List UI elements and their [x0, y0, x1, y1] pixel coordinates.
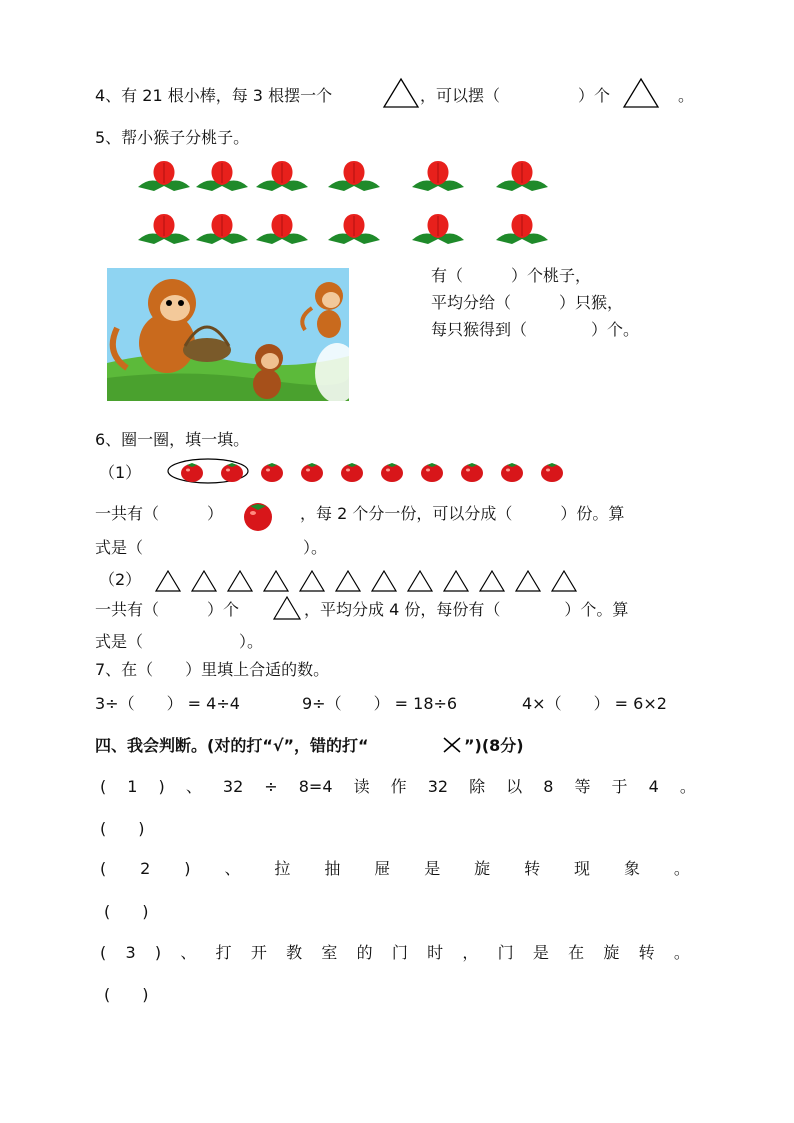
judgment-token: 的	[356, 943, 373, 962]
judgment-token: 打	[215, 943, 232, 962]
triangle-icon	[622, 77, 660, 109]
judgment-token: 开	[250, 943, 267, 962]
tomato-icon	[460, 461, 484, 483]
judgment-token: 读	[353, 777, 370, 796]
peach-icon	[410, 210, 466, 246]
q6-p1-line-a: 一共有（ ）	[95, 504, 224, 523]
q4-prefix: 4、有 21 根小棒，每 3 根摆一个	[95, 86, 333, 105]
q4-paren-close: ）个	[578, 86, 611, 105]
q7-eq1: 3÷（ ） = 4÷4	[95, 694, 240, 713]
judgment-token: (	[100, 943, 107, 962]
judgment-token: 除	[469, 777, 486, 796]
triangle-icon	[514, 569, 542, 593]
tomato-icon	[380, 461, 404, 483]
judgment-token: 转	[638, 943, 655, 962]
q7-title: 7、在（ ）里填上合适的数。	[95, 660, 330, 679]
triangle-icon	[154, 569, 182, 593]
cross-mark-icon	[441, 735, 463, 755]
q6-p2-formula: 式是（ ）。	[95, 632, 264, 651]
judgment-token: 象	[623, 859, 640, 878]
q6-p1-label: （1）	[99, 463, 142, 482]
judgment-token: )	[154, 943, 162, 962]
q6-p2-label: （2）	[99, 570, 142, 589]
judgment-token: 32	[427, 777, 449, 796]
tomato-icon	[180, 461, 204, 483]
q6-p1-line-b: ，每 2 个分一份，可以分成（ ）份。算	[300, 504, 625, 523]
judgment-token: 现	[574, 859, 591, 878]
judgment-token: 8	[543, 777, 554, 796]
judgment-token: (	[100, 859, 107, 878]
peach-icon	[194, 157, 250, 193]
q6-title: 6、圈一圈，填一填。	[95, 430, 250, 449]
judgment-token: 8=4	[298, 777, 333, 796]
triangle-icon	[226, 569, 254, 593]
q5-line2: 平均分给（ ）只猴，	[431, 293, 624, 312]
judgment-token: 是	[532, 943, 549, 962]
q5-title: 5、帮小猴子分桃子。	[95, 128, 250, 147]
triangle-icon	[190, 569, 218, 593]
judgment-token: 转	[524, 859, 541, 878]
judgment-3-answer: ( )	[104, 985, 149, 1004]
judgment-token: 门	[497, 943, 514, 962]
judgment-3	[100, 945, 690, 961]
judgment-token: 、	[180, 943, 197, 962]
monkey-scene-image	[107, 268, 349, 401]
q4-end: 。	[678, 86, 695, 105]
tomato-icon	[500, 461, 524, 483]
peach-icon	[136, 210, 192, 246]
judgment-token: 3	[125, 943, 136, 962]
tomato-icon	[240, 498, 276, 532]
q4-middle: ，可以摆（	[420, 86, 501, 105]
judgment-token: (	[100, 777, 107, 796]
judgment-2	[100, 861, 690, 877]
judgment-token: 32	[222, 777, 244, 796]
triangle-icon	[272, 595, 302, 621]
judgment-token: 。	[679, 777, 696, 796]
triangle-icon	[370, 569, 398, 593]
judgment-token: 2	[140, 859, 151, 878]
judgment-token: 旋	[474, 859, 491, 878]
triangle-icon	[442, 569, 470, 593]
tomato-icon	[540, 461, 564, 483]
tomato-icon	[260, 461, 284, 483]
peach-icon	[410, 157, 466, 193]
judgment-1-answer: ( )	[100, 819, 145, 838]
judgment-1	[100, 779, 696, 795]
peach-icon	[326, 210, 382, 246]
peach-icon	[136, 157, 192, 193]
triangle-icon	[406, 569, 434, 593]
judgment-token: 是	[424, 859, 441, 878]
peach-icon	[254, 210, 310, 246]
q7-eq2: 9÷（ ） = 18÷6	[302, 694, 458, 713]
judgment-token: )	[158, 777, 165, 796]
judgment-token: 教	[286, 943, 303, 962]
q5-line1: 有（ ）个桃子，	[431, 266, 592, 285]
triangle-icon	[382, 77, 420, 109]
peach-icon	[194, 210, 250, 246]
section4-title: 四、我会判断。(对的打“√”，错的打“	[95, 736, 369, 755]
judgment-2-answer: ( )	[104, 902, 149, 921]
judgment-token: 拉	[274, 859, 291, 878]
judgment-token: 、	[224, 859, 241, 878]
judgment-token: 于	[611, 777, 628, 796]
judgment-token: 时	[427, 943, 444, 962]
section4-title-end: ”)(8分)	[464, 736, 524, 755]
judgment-token: 在	[568, 943, 585, 962]
judgment-token: ，	[462, 943, 479, 962]
judgment-token: 。	[673, 859, 690, 878]
tomato-icon	[340, 461, 364, 483]
triangle-icon	[262, 569, 290, 593]
tomato-icon	[300, 461, 324, 483]
judgment-token: 室	[321, 943, 338, 962]
triangle-icon	[334, 569, 362, 593]
judgment-token: )	[184, 859, 191, 878]
q6-p2-line-b: ，平均分成 4 份，每份有（ ）个。算	[304, 600, 629, 619]
tomato-icon	[220, 461, 244, 483]
judgment-token: 4	[648, 777, 659, 796]
q5-line3: 每只猴得到（ ）个。	[431, 320, 640, 339]
triangle-icon	[478, 569, 506, 593]
judgment-token: 旋	[603, 943, 620, 962]
judgment-token: ÷	[264, 777, 278, 796]
q6-p2-line-a: 一共有（ ）个	[95, 600, 240, 619]
peach-icon	[326, 157, 382, 193]
tomato-icon	[420, 461, 444, 483]
judgment-token: 抽	[324, 859, 341, 878]
peach-icon	[494, 210, 550, 246]
judgment-token: 、	[185, 777, 202, 796]
judgment-token: 以	[506, 777, 523, 796]
triangle-icon	[550, 569, 578, 593]
judgment-token: 屉	[374, 859, 391, 878]
judgment-token: 作	[390, 777, 407, 796]
triangle-icon	[298, 569, 326, 593]
peach-icon	[494, 157, 550, 193]
judgment-token: 。	[673, 943, 690, 962]
q7-eq3: 4×（ ） = 6×2	[522, 694, 667, 713]
judgment-token: 1	[127, 777, 138, 796]
judgment-token: 门	[391, 943, 408, 962]
judgment-token: 等	[574, 777, 591, 796]
q6-p1-formula: 式是（ ）。	[95, 538, 328, 557]
peach-icon	[254, 157, 310, 193]
